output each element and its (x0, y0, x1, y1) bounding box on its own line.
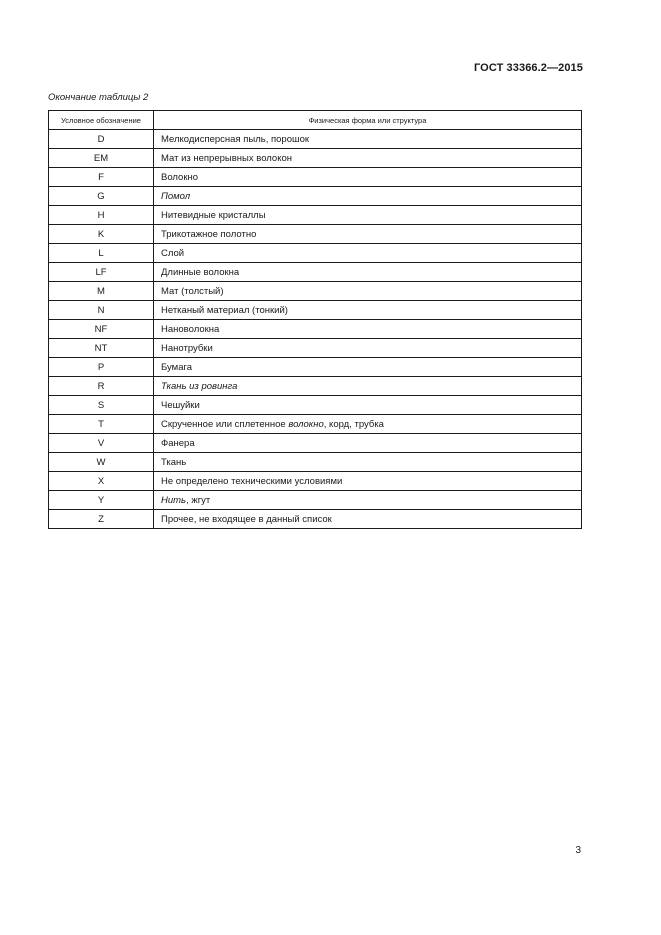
row-description (154, 434, 582, 453)
row-code: EM (49, 149, 154, 168)
standard-code: ГОСТ 33366.2—2015 (473, 62, 583, 74)
row-code: R (49, 377, 154, 396)
table-row (49, 434, 582, 453)
row-code: S (49, 396, 154, 415)
row-code: P (49, 358, 154, 377)
table-row (49, 320, 582, 339)
row-description (154, 168, 582, 187)
description-text: Нановолокна (161, 323, 220, 335)
table-caption: Окончание таблицы 2 (48, 92, 149, 103)
row-description (154, 415, 582, 434)
table-row (49, 206, 582, 225)
table-row (49, 491, 582, 510)
description-text: Помол (161, 190, 191, 202)
row-description (154, 472, 582, 491)
description-text: Фанера (161, 437, 195, 449)
description-text: Нанотрубки (161, 342, 213, 354)
description-text: Бумага (161, 361, 193, 373)
row-code: NF (49, 320, 154, 339)
description-text: волокно (288, 418, 324, 430)
table-row (49, 168, 582, 187)
column-header-form: Физическая форма или структура (154, 111, 582, 130)
table-row (49, 282, 582, 301)
row-description (154, 149, 582, 168)
row-code: V (49, 434, 154, 453)
description-text: Прочее, не входящее в данный список (161, 513, 332, 525)
description-text: Нетканый материал (тонкий) (161, 304, 288, 316)
table-row (49, 453, 582, 472)
description-text: Ткань (161, 456, 187, 468)
row-code: LF (49, 263, 154, 282)
description-text: Волокно (161, 171, 199, 183)
row-code: T (49, 415, 154, 434)
table-row (49, 225, 582, 244)
row-description (154, 282, 582, 301)
description-text: Скрученное или сплетенное (161, 418, 289, 430)
row-code: NT (49, 339, 154, 358)
row-description (154, 320, 582, 339)
description-text: Нить (161, 494, 187, 506)
row-code: W (49, 453, 154, 472)
description-text: Мелкодисперсная пыль, порошок (161, 133, 310, 145)
table-row (49, 339, 582, 358)
row-code: N (49, 301, 154, 320)
row-description (154, 358, 582, 377)
row-description (154, 206, 582, 225)
table-row (49, 510, 582, 529)
description-text: , жгут (186, 494, 211, 506)
description-text: Чешуйки (161, 399, 200, 411)
row-code: L (49, 244, 154, 263)
row-description (154, 244, 582, 263)
row-code: F (49, 168, 154, 187)
row-description (154, 263, 582, 282)
table-row (49, 263, 582, 282)
description-text: Мат (толстый) (161, 285, 224, 297)
row-code: Y (49, 491, 154, 510)
row-description (154, 510, 582, 529)
row-description (154, 301, 582, 320)
description-text: , корд, трубка (323, 418, 384, 430)
table-row (49, 149, 582, 168)
row-code: H (49, 206, 154, 225)
description-text: Ткань из ровинга (161, 380, 238, 392)
row-code: D (49, 130, 154, 149)
designation-table (48, 110, 582, 529)
table-body (49, 130, 582, 529)
row-description (154, 377, 582, 396)
page-number: 3 (575, 845, 581, 856)
row-description (154, 339, 582, 358)
row-code: M (49, 282, 154, 301)
table-row (49, 187, 582, 206)
row-code: X (49, 472, 154, 491)
description-text: Мат из непрерывных волокон (161, 152, 292, 164)
table-header-row (49, 111, 582, 130)
table-row (49, 415, 582, 434)
row-code: K (49, 225, 154, 244)
description-text: Нитевидные кристаллы (161, 209, 266, 221)
description-text: Длинные волокна (161, 266, 240, 278)
row-description (154, 453, 582, 472)
column-header-code: Условное обозначение (49, 111, 154, 130)
description-text: Слой (161, 247, 185, 259)
description-text: Трикотажное полотно (161, 228, 257, 240)
table-row (49, 301, 582, 320)
row-description (154, 187, 582, 206)
description-text: Не определено техническими условиями (161, 475, 343, 487)
row-description (154, 396, 582, 415)
row-description (154, 491, 582, 510)
row-description (154, 225, 582, 244)
row-code: G (49, 187, 154, 206)
table-row (49, 396, 582, 415)
row-code: Z (49, 510, 154, 529)
table-row (49, 244, 582, 263)
row-description (154, 130, 582, 149)
table-row (49, 358, 582, 377)
table-row (49, 130, 582, 149)
table-row (49, 472, 582, 491)
table-row (49, 377, 582, 396)
